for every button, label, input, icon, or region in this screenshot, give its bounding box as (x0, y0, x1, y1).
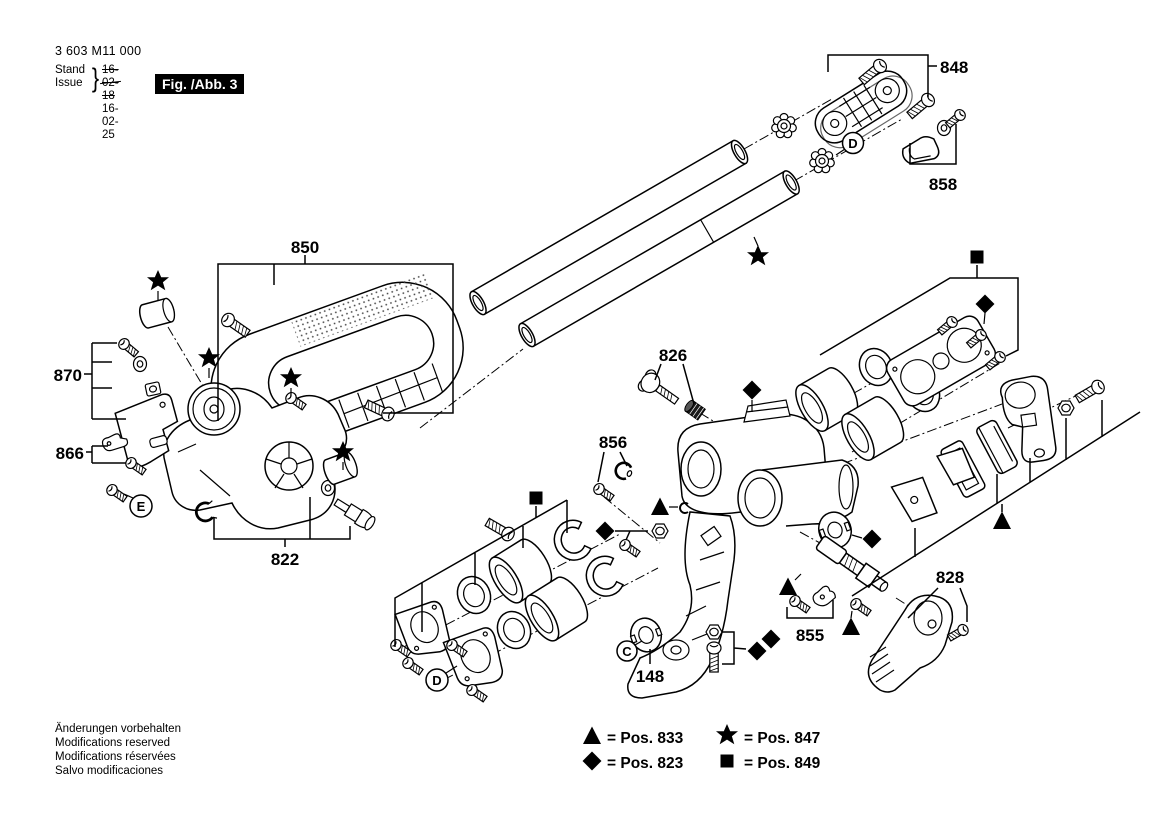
notice-en: Modifications reserved (55, 737, 171, 749)
notice-de: Änderungen vorbehalten (55, 723, 181, 735)
issue-label: Issue (55, 77, 83, 89)
legend-triangle-label: = Pos. 833 (607, 730, 684, 747)
lever-screw-855a (788, 594, 812, 615)
svg-text:D: D (848, 136, 858, 151)
legend-star-label: = Pos. 847 (744, 730, 821, 747)
clamp-nut (706, 625, 722, 639)
pos833-triangle-icon (842, 618, 860, 636)
bushing-cap (138, 297, 177, 329)
wedge-pad-1 (892, 472, 941, 526)
bushing-screw (618, 538, 642, 559)
pivot-arm-assembly (164, 383, 347, 529)
pos847-star-icon (147, 270, 169, 290)
handle-screw-front (219, 311, 252, 340)
callout-858: 858 (928, 175, 958, 194)
pos823-diamond-icon (596, 522, 615, 541)
square-nut-870 (145, 382, 161, 397)
pivot-pin-822 (332, 495, 377, 532)
callout-870: 870 (53, 366, 82, 385)
svg-text:C: C (622, 644, 632, 659)
legend-diamond-label: = Pos. 823 (607, 755, 684, 772)
pos833-triangle-icon (651, 498, 669, 516)
issue-date: 16-02-25 (102, 103, 119, 141)
half-bushing-2 (581, 553, 625, 602)
pos849-square-icon (530, 492, 543, 505)
ref-letter-d-bottom (426, 666, 457, 691)
handle-screw-rear (484, 516, 517, 543)
pos823-diamond-icon (863, 530, 882, 549)
svg-text:D: D (432, 673, 442, 688)
legend-diamond-icon (583, 752, 602, 771)
pos823-diamond-icon (743, 381, 762, 400)
callout-856: 856 (598, 433, 628, 452)
pos833-triangle-icon (993, 512, 1011, 530)
revision-brace: } (91, 63, 100, 93)
retaining-clip-856 (613, 460, 635, 481)
legend-star-icon (716, 724, 738, 744)
notice-fr: Modifications réservées (55, 751, 176, 763)
callout-866: 866 (55, 444, 84, 463)
end-plate-screw-2 (905, 91, 937, 121)
document-number: 3 603 M11 000 (55, 44, 142, 58)
clip-screw-856 (592, 482, 616, 503)
thumb-screw-826 (636, 368, 683, 411)
callout-850: 850 (290, 238, 320, 257)
clamp-lever-828 (868, 595, 952, 692)
notice-es: Salvo modificaciones (55, 765, 164, 777)
guide-pad-1 (975, 419, 1019, 475)
pos833-triangle-icon (779, 578, 797, 596)
pos847-star-icon (747, 245, 769, 265)
callout-848: 848 (940, 58, 969, 77)
pos823-diamond-icon (762, 630, 781, 649)
callout-826: 826 (658, 346, 688, 365)
pos823-diamond-icon (976, 295, 995, 314)
spider-washer-lower (810, 149, 835, 173)
spider-washer-upper (772, 114, 797, 138)
legend-square-icon (721, 755, 734, 768)
bracket-screw-870 (117, 336, 140, 358)
callout-148: 148 (635, 667, 665, 686)
pos823-diamond-icon (748, 642, 767, 661)
legend-square-label: = Pos. 849 (744, 755, 821, 772)
bracket-washer-870 (134, 357, 147, 372)
callout-828: 828 (935, 568, 965, 587)
bushing-nut (652, 524, 668, 538)
seal-ring-left-1 (451, 571, 496, 619)
pos849-square-icon (971, 251, 984, 264)
legend (583, 724, 821, 772)
bracket-hex-nut (1058, 401, 1074, 415)
half-bushing-1 (549, 517, 593, 566)
callout-855: 855 (795, 626, 825, 645)
svg-text:E: E (136, 499, 146, 514)
stand-date: 16-02-18 (102, 64, 119, 102)
stand-label: Stand (55, 64, 86, 76)
callout-822: 822 (270, 550, 300, 569)
plate-screw-2 (401, 656, 425, 677)
lever-screw-855b (849, 597, 873, 618)
ref-letter-e (124, 494, 152, 517)
legend-triangle-icon (583, 727, 601, 745)
figure-number-badge: Fig. /Abb. 3 (155, 74, 244, 94)
screw-e (105, 483, 129, 504)
